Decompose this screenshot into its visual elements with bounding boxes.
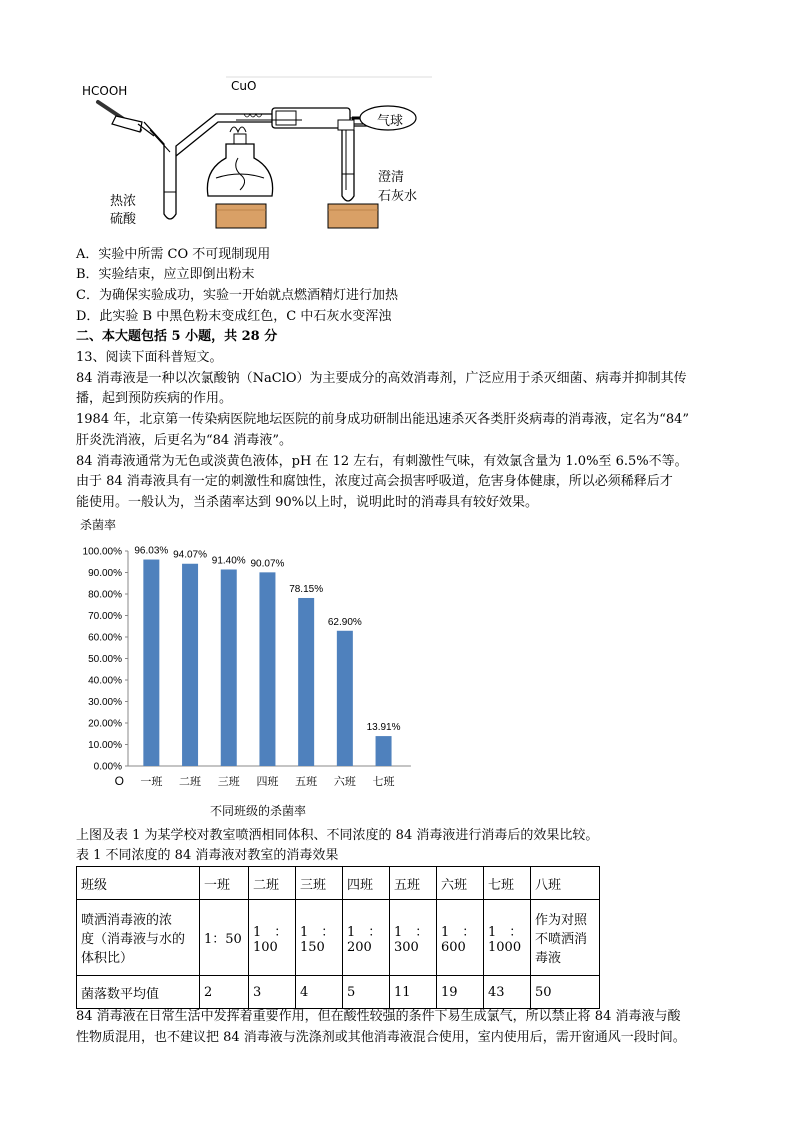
x-tick-label: 三班 xyxy=(217,776,240,788)
limewater-label-2: 石灰水 xyxy=(378,189,418,204)
bar xyxy=(298,598,314,766)
y-tick-label: 90.00% xyxy=(88,568,122,579)
table-header-cell: 五班 xyxy=(390,867,437,900)
paragraph-4-line-2: 能使用。一般认为，当杀菌率达到 90%以上时，说明此时的消毒具有较好效果。 xyxy=(76,495,539,510)
chart-title: 不同班级的杀菌率 xyxy=(209,804,307,818)
colony-cell: 3 xyxy=(249,976,296,1009)
y-axis-label: 杀菌率 xyxy=(80,518,117,532)
data-label: 94.07% xyxy=(173,549,208,561)
y-tick-label: 100.00% xyxy=(82,546,122,558)
colony-cell: 43 xyxy=(484,976,531,1009)
paragraph-1-line-2: 播，起到预防疾病的作用。 xyxy=(76,391,233,406)
ratio-text: 不喷洒消 xyxy=(535,932,588,947)
section-heading: 二、本大题包括 5 小题，共 28 分 xyxy=(76,329,278,344)
reaction-tube xyxy=(236,108,376,128)
bar xyxy=(143,560,159,766)
option-b: B．实验结束，应立即倒出粉末 xyxy=(76,267,255,282)
ratio-text: 200 xyxy=(347,939,372,955)
ratio-text: 1 ： xyxy=(488,924,523,940)
ratio-text: 600 xyxy=(441,939,466,955)
acid-label-1: 热浓 xyxy=(110,194,137,209)
data-label: 91.40% xyxy=(211,555,246,567)
data-label: 62.90% xyxy=(327,616,362,628)
limewater-label-1: 澄清 xyxy=(378,170,405,185)
option-c: C．为确保实验成功，实验一开始就点燃酒精灯进行加热 xyxy=(76,288,398,303)
data-label: 96.03% xyxy=(134,545,169,557)
paragraph-2-line-1: 1984 年，北京第一传染病医院地坛医院的前身成功研制出能迅速杀灭各类肝炎病毒的消毒液，定名为“84” xyxy=(76,412,690,427)
ratio-cell xyxy=(343,900,390,976)
table-header-cell: 七班 xyxy=(484,867,531,900)
colony-label-cell: 菌落数平均值 xyxy=(77,976,200,1009)
ratio-text: 300 xyxy=(394,939,419,955)
ratio-text: 1：50 xyxy=(204,932,242,947)
ratio-cell xyxy=(296,900,343,976)
y-tick-label: 80.00% xyxy=(88,589,122,601)
data-label: 13.91% xyxy=(366,722,401,734)
bar xyxy=(259,572,275,766)
ratio-text: 1 ： xyxy=(394,924,429,940)
data-label: 78.15% xyxy=(289,583,324,595)
x-tick-label: 七班 xyxy=(372,776,395,788)
table-header-cell: 八班 xyxy=(531,867,600,900)
alcohol-lamp-icon xyxy=(207,127,272,228)
x-tick-label: 五班 xyxy=(295,776,318,788)
disinfection-table xyxy=(76,866,600,1009)
data-label: 90.07% xyxy=(250,558,285,570)
ratio-text: 1 ： xyxy=(347,924,382,940)
table-header-row xyxy=(77,867,600,900)
table-colony-row xyxy=(77,976,600,1009)
paragraph-2-line-2: 肝炎洗消液，后更名为“84 消毒液”。 xyxy=(76,433,292,448)
ratio-text: 1 ： xyxy=(441,924,476,940)
paragraph-3: 84 消毒液通常为无色或淡黄色液体，pH 在 12 左右，有刺激性气味，有效氯含量为 1.0%至 6.5%不等。 xyxy=(76,454,688,469)
bar xyxy=(221,569,237,766)
table-ratio-row xyxy=(77,900,600,976)
ratio-text: 作为对照 xyxy=(535,913,588,928)
x-tick-label: 六班 xyxy=(333,776,356,788)
x-tick-label: 一班 xyxy=(140,776,163,788)
hcooh-label: HCOOH xyxy=(82,84,128,98)
concentration-label-line: 喷洒消毒液的浓 xyxy=(81,913,173,928)
after-chart-text: 上图及表 1 为某学校对教室喷洒相同体积、不同浓度的 84 消毒液进行消毒后的效果比较。 xyxy=(76,828,599,843)
ratio-text: 毒液 xyxy=(535,951,562,966)
ratio-text: 1 ： xyxy=(300,924,335,940)
colony-cell: 19 xyxy=(437,976,484,1009)
closing-line-2: 性物质混用，也不建议把 84 消毒液与洗涤剂或其他消毒液混合使用，室内使用后，需开窗通风一段时间。 xyxy=(76,1030,686,1045)
option-a: A．实验中所需 CO 不可现制现用 xyxy=(76,247,271,262)
origin-label: O xyxy=(114,774,124,788)
table-header-cell: 三班 xyxy=(296,867,343,900)
y-tick-label: 0.00% xyxy=(93,761,122,773)
colony-cell: 2 xyxy=(200,976,249,1009)
balloon-label: 气球 xyxy=(377,114,404,129)
bar-chart xyxy=(76,515,436,820)
paragraph-4-line-1: 由于 84 消毒液具有一定的刺激性和腐蚀性，浓度过高会损害呼吸道，危害身体健康，所以必须稀释后才 xyxy=(76,474,673,489)
colony-cell: 5 xyxy=(343,976,390,1009)
x-tick-label: 四班 xyxy=(256,776,279,788)
ratio-text: 1 ： xyxy=(253,924,288,940)
y-tick-label: 30.00% xyxy=(88,697,122,708)
question-intro: 13、阅读下面科普短文。 xyxy=(76,350,223,365)
closing-line-1: 84 消毒液在日常生活中发挥着重要作用，但在酸性较强的条件下易生成氯气，所以禁止将 84 消毒液与酸 xyxy=(76,1009,681,1024)
ratio-text: 150 xyxy=(300,939,325,955)
y-tick-label: 40.00% xyxy=(88,675,122,687)
y-tick-label: 20.00% xyxy=(88,718,122,730)
table-caption: 表 1 不同浓度的 84 消毒液对教室的消毒效果 xyxy=(76,848,339,863)
ratio-cell xyxy=(531,900,600,976)
y-tick-label: 60.00% xyxy=(88,632,122,644)
x-tick-label: 二班 xyxy=(179,776,202,788)
ratio-cell xyxy=(437,900,484,976)
ratio-text: 1000 xyxy=(488,939,522,955)
option-d: D．此实验 B 中黑色粉末变成红色，C 中石灰水变浑浊 xyxy=(76,309,392,324)
bar xyxy=(337,631,353,766)
ratio-cell xyxy=(249,900,296,976)
table-header-cell: 一班 xyxy=(200,867,249,900)
colony-cell: 11 xyxy=(390,976,437,1009)
ratio-text: 100 xyxy=(253,939,278,955)
bar xyxy=(376,736,392,766)
table-header-cell: 二班 xyxy=(249,867,296,900)
table-header-cell: 四班 xyxy=(343,867,390,900)
bar xyxy=(182,564,198,766)
concentration-label-cell xyxy=(77,900,200,976)
y-tick-label: 70.00% xyxy=(88,611,122,622)
y-tick-label: 50.00% xyxy=(88,654,122,665)
table-header-cell: 班级 xyxy=(77,867,200,900)
ratio-cell xyxy=(484,900,531,976)
paragraph-1-line-1: 84 消毒液是一种以次氯酸钠（NaClO）为主要成分的高效消毒剂，广泛应用于杀灭细菌、病毒并抑制其传 xyxy=(76,371,687,386)
acid-label-2: 硫酸 xyxy=(110,212,137,227)
ratio-cell xyxy=(200,900,249,976)
colony-cell: 50 xyxy=(531,976,600,1009)
concentration-label-line: 度（消毒液与水的 xyxy=(81,932,186,947)
colony-cell: 4 xyxy=(296,976,343,1009)
y-tick-label: 10.00% xyxy=(88,740,122,751)
ratio-cell xyxy=(390,900,437,976)
concentration-label-line: 体积比） xyxy=(81,951,134,966)
table-header-cell: 六班 xyxy=(437,867,484,900)
cuo-label: CuO xyxy=(231,79,257,93)
dropper-icon xyxy=(98,102,154,136)
